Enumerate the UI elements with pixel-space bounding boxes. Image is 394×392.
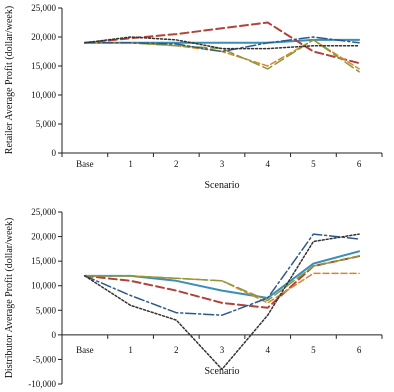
y-tick-label: -5,000 — [32, 354, 56, 365]
x-axis-title: Scenario — [204, 366, 240, 377]
y-tick-label: 10,000 — [31, 280, 56, 291]
chart-1 — [4, 3, 382, 191]
chart-2 — [4, 207, 382, 389]
y-tick-label: 0 — [51, 148, 56, 158]
series-line-3 — [85, 273, 359, 303]
x-tick-label: 6 — [356, 159, 362, 169]
x-tick-label: 4 — [265, 159, 270, 169]
y-axis-title: Retailer Average Profit (dollar/week) — [4, 5, 15, 155]
y-tick-label: 25,000 — [31, 3, 56, 13]
x-tick-label: 2 — [174, 159, 179, 169]
series-line-3 — [85, 40, 359, 69]
x-tick-label: 2 — [174, 345, 179, 355]
y-tick-label: 15,000 — [31, 61, 56, 71]
y-tick-label: 25,000 — [31, 207, 56, 217]
y-tick-label: 5,000 — [35, 305, 56, 316]
x-tick-label: 4 — [265, 345, 270, 355]
y-axis-title: Distributor Average Profit (dollar/week) — [4, 217, 15, 379]
x-tick-label: 1 — [128, 159, 133, 169]
y-tick-label: -10,000 — [28, 379, 56, 389]
y-tick-label: 15,000 — [31, 256, 56, 267]
x-tick-label: 5 — [311, 159, 316, 169]
x-tick-label: 3 — [219, 345, 225, 355]
x-axis-title: Scenario — [204, 180, 240, 191]
x-tick-label: Base — [76, 345, 94, 355]
y-tick-label: 20,000 — [31, 231, 56, 242]
y-tick-label: 5,000 — [35, 119, 56, 129]
x-tick-label: 1 — [128, 345, 133, 355]
x-tick-label: 5 — [311, 345, 316, 355]
x-tick-label: Base — [76, 159, 94, 169]
y-tick-label: 0 — [51, 329, 56, 340]
y-tick-label: 10,000 — [31, 90, 56, 100]
x-tick-label: 3 — [219, 159, 225, 169]
series-line-4 — [85, 40, 359, 72]
series-line-1 — [85, 251, 359, 298]
series-line-2 — [85, 256, 359, 308]
x-tick-label: 6 — [356, 345, 362, 355]
y-tick-label: 20,000 — [31, 32, 56, 42]
